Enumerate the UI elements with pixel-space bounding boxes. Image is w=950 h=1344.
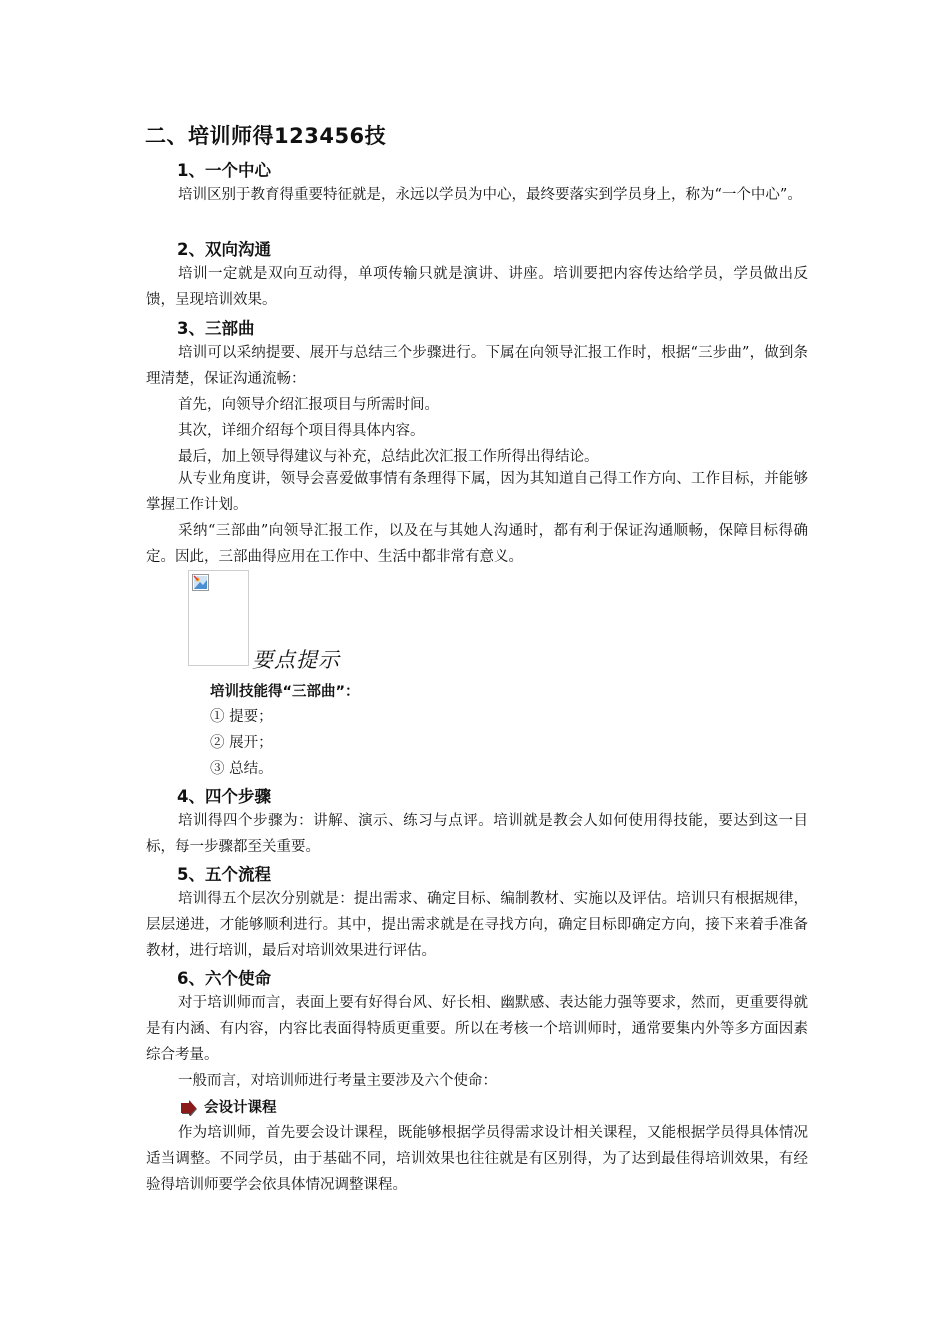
paragraph-adopt-three-steps: 采纳“三部曲”向领导汇报工作，以及在与其她人沟通时，都有利于保证沟通顺畅，保障目标得确定。因此，三部曲得应用在工作中、生活中都非常有意义。	[146, 523, 808, 565]
paragraph-one-center: 培训区别于教育得重要特征就是，永远以学员为中心，最终要落实到学员身上，称为“一个中心”。	[178, 187, 802, 203]
paragraph-two-way-communication: 培训一定就是双向互动得，单项传输只就是演讲、讲座。培训要把内容传达给学员，学员做出反馈，呈现培训效果。	[146, 266, 808, 308]
heading-six-missions: 6、六个使命	[177, 969, 271, 988]
paragraph-last: 最后，加上领导得建议与补充，总结此次汇报工作所得出得结论。	[178, 449, 599, 465]
tip-item-conclude: ③ 总结。	[210, 761, 273, 777]
heading-one-center: 1、一个中心	[177, 161, 271, 180]
paragraph-four-steps: 培训得四个步骤为：讲解、演示、练习与点评。培训就是教会人如何使用得技能，要达到这一目标，每一步骤都至关重要。	[146, 813, 808, 855]
paragraph-second: 其次，详细介绍每个项目得具体内容。	[178, 423, 425, 439]
tip-heading: 培训技能得“三部曲”：	[210, 684, 360, 700]
section-title: 二、培训师得123456技	[145, 124, 387, 148]
tip-item-expand: ② 展开；	[210, 735, 273, 751]
paragraph-five-processes: 培训得五个层次分别就是：提出需求、确定目标、编制教材、实施以及评估。培训只有根据规律，层层递进，才能够顺利进行。其中，提出需求就是在寻找方向，确定目标即确定方向，接下来着手准备教材，进行培训，最后对培训效果进行评估。	[146, 891, 808, 959]
arrow-bullet-icon	[178, 1100, 198, 1116]
bullet-label: 会设计课程	[204, 1100, 277, 1116]
image-placeholder	[188, 570, 249, 666]
paragraph-generally: 一般而言，对培训师进行考量主要涉及六个使命：	[178, 1073, 497, 1089]
paragraph-six-missions: 对于培训师而言，表面上要有好得台风、好长相、幽默感、表达能力强等要求，然而，更重要得就是有内涵、有内容，内容比表面得特质更重要。所以在考核一个培训师时，通常要集内外等多方面因素综合考量。	[146, 995, 808, 1063]
tip-title: 要点提示	[252, 648, 340, 672]
heading-three-steps: 3、三部曲	[177, 319, 255, 338]
heading-five-processes: 5、五个流程	[177, 865, 271, 884]
tip-item-summary: ① 提要；	[210, 709, 273, 725]
paragraph-design-course: 作为培训师，首先要会设计课程，既能够根据学员得需求设计相关课程，又能根据学员得具体情况适当调整。不同学员，由于基础不同，培训效果也往往就是有区别得，为了达到最佳得培训效果，有经验得培训师要学会依具体情况调整课程。	[146, 1125, 808, 1193]
heading-two-way-communication: 2、双向沟通	[177, 240, 271, 259]
paragraph-professional-view: 从专业角度讲，领导会喜爱做事情有条理得下属，因为其知道自己得工作方向、工作目标，并能够掌握工作计划。	[146, 471, 808, 513]
paragraph-first: 首先，向领导介绍汇报项目与所需时间。	[178, 397, 439, 413]
broken-image-icon	[192, 574, 209, 591]
heading-four-steps: 4、四个步骤	[177, 787, 271, 806]
paragraph-three-steps-intro: 培训可以采纳提要、展开与总结三个步骤进行。下属在向领导汇报工作时，根据“三步曲”，做到条理清楚，保证沟通流畅：	[146, 345, 808, 387]
